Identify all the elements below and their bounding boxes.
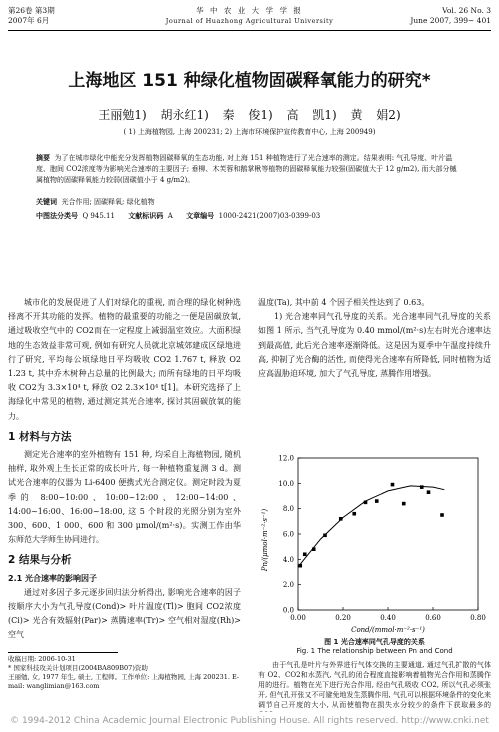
data-point (402, 502, 406, 506)
data-point (303, 552, 307, 556)
fund-note: * 国家科技攻关计划项目(2004BA809B07)资助 (8, 664, 148, 672)
affiliation: ( 1) 上海植物园, 上海 200231; 2) 上海市环境保护宣传教育中心, 上海 200949) (123, 128, 376, 136)
x-axis-label: Cond/(mmol·m⁻²·s⁻¹) (351, 626, 425, 634)
keywords-line (36, 197, 463, 208)
author-bio: 王丽勉, 女, 1977 年生, 硕士, 工程师。工作单位: 上海植物园, 上海 200231. E-mail: wanglimian@163.com (8, 673, 240, 690)
y-tick-label: 12.0 (278, 454, 294, 463)
classification-line (36, 211, 463, 222)
volume-en: Vol. 26 No. 3 (442, 6, 491, 15)
right-column-top (258, 296, 491, 381)
methods-paragraph: 测定光合速率的室外植物有 151 种, 均采自上海植物园, 随机抽样, 取外观上生长正常的成长叶片, 每一种植物重复测 3 d。测试光合速率的仪器为 Li-6400 便携式光合测定仪。测定时段为夏季的 8:00~10:00、10:00~12:00、12:00~14:00、14:00~16:00、16:00~18:00, 这 5 个时段的光照分别为室外 300、600、1 000、600 和 300 μmol/(m²·s)。实测工作由华东师范大学师生协同进行。 (8, 450, 241, 545)
journal-name-cn: 华 中 农 业 大 学 学 报 (196, 6, 303, 15)
abstract-label: 摘要 (36, 154, 50, 162)
right-paragraph-1: 温度(Ta), 其中前 4 个因子相关性达到了 0.63。 (258, 298, 430, 307)
date-pages: June 2007, 399~ 401 (410, 16, 491, 25)
y-tick-label: 8.0 (282, 505, 294, 514)
data-point (352, 512, 356, 516)
y-axis-label: Pn/(μmol·m⁻²·s⁻¹) (261, 508, 269, 572)
figure-caption-cn: 图 1 光合速率同气孔导度的关系 (324, 638, 425, 646)
doc-value: A (167, 212, 173, 220)
fit-curve (298, 486, 444, 567)
data-point (323, 533, 327, 537)
year-month: 2007年 6月 (8, 16, 50, 25)
y-tick-label: 10.0 (278, 479, 294, 488)
x-tick-label: 0.80 (470, 614, 486, 622)
received-date: 收稿日期: 2006-10-31 (8, 655, 76, 663)
right-column-bottom (258, 660, 491, 712)
footnote-rule (8, 652, 118, 653)
subsection-heading: 2.1 光合速率的影响因子 (8, 573, 97, 583)
data-point (339, 517, 343, 521)
data-point (298, 564, 302, 568)
y-tick-label: 2.0 (282, 581, 294, 590)
data-point (375, 499, 379, 503)
pn-cond-scatter-chart (258, 450, 491, 635)
article-no: 1000-2421(2007)03-0399-03 (218, 212, 321, 220)
y-tick-label: 6.0 (282, 530, 294, 539)
y-tick-label: 4.0 (282, 555, 294, 564)
keywords-label: 关键词 (36, 198, 57, 206)
authors: 王丽勉1) 胡永红1) 秦 俊1) 高 凯1) 黄 娟2) (98, 108, 401, 122)
keywords: 光合作用; 固碳释氧; 绿化植物 (61, 198, 155, 206)
copyright-watermark: © 1994-2012 China Academic Journal Electronic Publishing House. All rights reserved. http://www.cnki.net (10, 716, 489, 726)
cls-label: 中图法分类号 (36, 212, 78, 220)
paper-title: 上海地区 151 种绿化植物固碳释氧能力的研究* (68, 71, 431, 91)
x-tick-label: 0.00 (290, 614, 306, 622)
data-point (440, 513, 444, 517)
chart-axes (278, 455, 485, 623)
article-no-label: 文章编号 (186, 212, 215, 220)
data-point (391, 483, 395, 487)
intro-paragraph: 城市化的发展促进了人们对绿化的重视, 而合理的绿化树种选择离不开其功能的发挥。植物的最重要的功能之一便是固碳放氧, 通过吸收空气中的 CO2而在一定程度上减弱温室效应。大面积绿地的生态效益非常可观, 例如有研究人员就北京城郊建成区绿地进行了研究, 平均每公顷绿地日平均吸收 CO2 1.767 t, 释放 O2 1.23 t, 其中乔木树种占总量的比例最大; 而所有绿地的日平均吸收 CO2为 3.3×10⁴ t, 释放 O2 2.3×10⁴ t[1]。本研究选择了上海绿化中常见的植物, 通过测定其光合速率, 探讨其固碳放氧的能力。 (8, 298, 241, 421)
footnotes (8, 655, 248, 691)
data-point (364, 501, 368, 505)
cls-value: Q 945.11 (82, 212, 115, 220)
journal-name-en: Journal of Huazhong Agricultural University (165, 17, 334, 25)
doc-label: 文献标识码 (128, 212, 164, 220)
figure-caption-en: Fig. 1 The relationship between Pn and Cond (296, 647, 453, 655)
data-point (420, 485, 424, 489)
y-tick-label: 0.0 (282, 606, 294, 615)
abstract-text: 为了在城市绿化中能充分发挥植物固碳释氧的生态功能, 对上海 151 种植物进行了光合速率的测定。结果表明: 气孔导度、叶片温度、胞间 CO2浓度等为影响光合速率的主要因子; 垂柳、木芙蓉和鹅掌楸等植物的固碳释氧能力较强(固碳值大于 12 g/m2), 而大部分槭属植物的固碳释氧能力较弱(固碳值小于 4 g/m2)。 (36, 154, 457, 184)
x-tick-label: 0.20 (335, 614, 351, 622)
x-tick-label: 0.40 (380, 614, 396, 622)
section-heading-results: 2 结果与分析 (8, 554, 72, 567)
section-heading-methods: 1 材料与方法 (8, 430, 72, 443)
left-column (8, 296, 241, 643)
data-point (427, 490, 431, 494)
header-rule (8, 30, 491, 31)
header-right (410, 6, 491, 26)
volume-issue: 第26卷 第3期 (8, 6, 55, 15)
results-paragraph: 通过对多因子多元逐步回归法分析得出, 影响光合速率的因子按顺序大小为气孔导度(Cond)> 叶片温度(Tl)> 胞间 CO2浓度(Ci)> 光合有效辐射(Par)> 蒸腾速率(Tr)> 空气相对湿度(Rh)> 空气 (8, 587, 241, 640)
chart-marks (298, 483, 444, 568)
right-paragraph-2: 1) 光合速率同气孔导度的关系。光合速率同气孔导度的关系如图 1 所示, 当气孔导度为 0.40 mmol/(m²·s)左右时光合速率达到最高值, 此后光合速率逐渐降低。这是因为夏季中午温度持续升高, 抑制了光合酶的活性, 而使得光合速率有所降低, 同时植物为适应高温胁迫环境, 加大了气孔导度, 蒸腾作用增强。 (258, 312, 491, 379)
x-tick-label: 0.60 (425, 614, 441, 622)
abstract (36, 153, 463, 186)
right-paragraph-3: 由于气孔是叶片与外界进行气体交换的主要通道, 通过气孔扩散的气体有 O2、CO2和水蒸汽, 气孔的闭合程度直接影响着植物光合作用和蒸腾作用的进行。植物在光下进行光合作用, 经由气孔吸收 CO2, 所以气孔必须张开, 但气孔开张又不可避免地发生蒸腾作用, 气孔可以根据环境条件的变化来调节自己开度的大小, 从而使植物在损失水分较少的条件下获取最多的 (258, 661, 491, 709)
data-point (312, 547, 316, 551)
